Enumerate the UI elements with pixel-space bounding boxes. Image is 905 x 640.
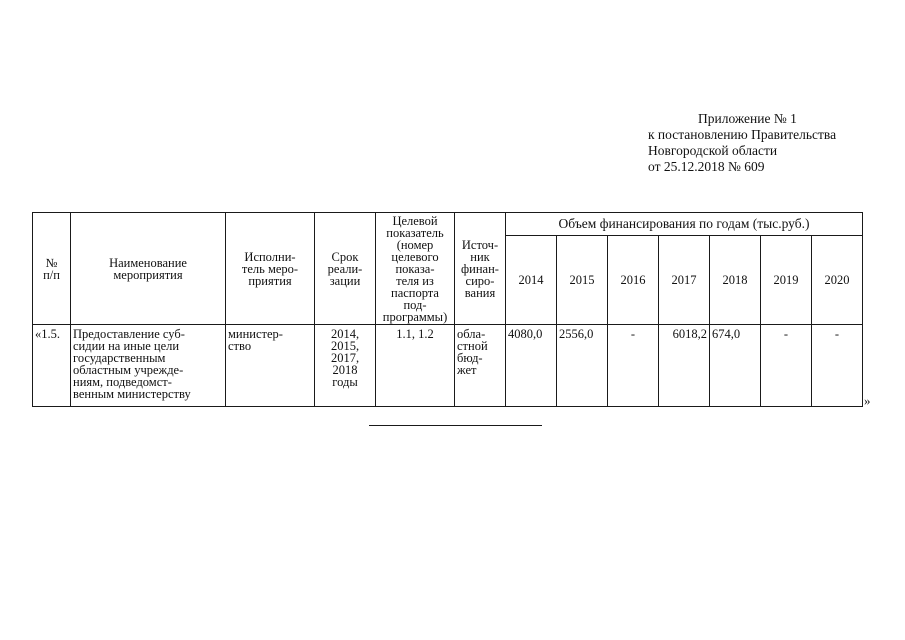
year-2020: 2020 (812, 236, 863, 325)
row-num: «1.5. (33, 325, 71, 407)
row-executor: министер- ство (226, 325, 315, 407)
row-source: обла- стной бюд- жет (455, 325, 506, 407)
year-2016: 2016 (608, 236, 659, 325)
value-2019: - (761, 325, 812, 407)
year-2017: 2017 (659, 236, 710, 325)
year-2019: 2019 (761, 236, 812, 325)
header-term: Срок реали- зации (315, 213, 376, 325)
table-row (33, 325, 863, 407)
row-term: 2014, 2015, 2017, 2018 годы (315, 325, 376, 407)
funding-table (32, 212, 863, 407)
header-num: № п/п (33, 213, 71, 325)
value-2015: 2556,0 (557, 325, 608, 407)
value-2017: 6018,2 (659, 325, 710, 407)
appendix-title: Приложение № 1 (698, 111, 797, 126)
closing-quote: » (864, 393, 871, 408)
header-source: Источ- ник финан- сиро- вания (455, 213, 506, 325)
row-name: Предоставление суб- сидии на иные цели государственным областным учрежде- ниям, подведомст- венным министерству (71, 325, 226, 407)
value-2020: - (812, 325, 863, 407)
year-2014: 2014 (506, 236, 557, 325)
appendix-date: от 25.12.2018 № 609 (648, 159, 765, 174)
value-2014: 4080,0 (506, 325, 557, 407)
appendix-header (648, 111, 836, 175)
footer-rule (369, 425, 542, 426)
appendix-resolution: к постановлению Правительства (648, 127, 837, 142)
header-executor: Исполни- тель меро- приятия (226, 213, 315, 325)
value-2016: - (608, 325, 659, 407)
value-2018: 674,0 (710, 325, 761, 407)
year-2018: 2018 (710, 236, 761, 325)
header-funding: Объем финансирования по годам (тыс.руб.) (506, 213, 863, 236)
header-target: Целевой показатель (номер целевого показа- теля из паспорта под- программы) (376, 213, 455, 325)
year-2015: 2015 (557, 236, 608, 325)
header-name: Наименование мероприятия (71, 213, 226, 325)
appendix-region: Новгородской области (648, 143, 778, 158)
row-target: 1.1, 1.2 (376, 325, 455, 407)
